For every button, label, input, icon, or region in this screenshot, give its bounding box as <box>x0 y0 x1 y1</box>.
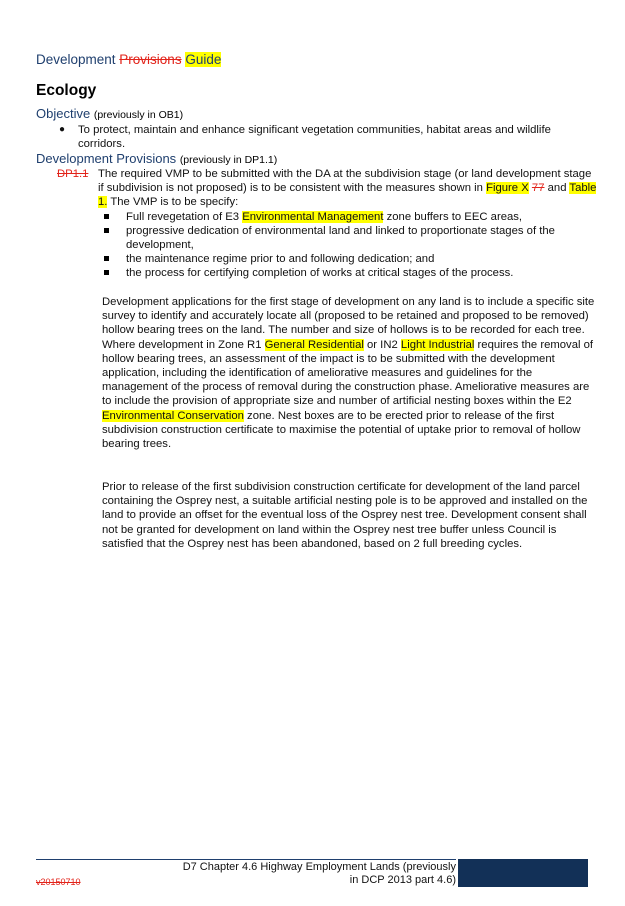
running-header <box>36 52 221 67</box>
provisions-heading <box>36 151 277 166</box>
table-reference: Table 1. <box>98 182 597 208</box>
figure-deleted-number: 77 <box>531 182 545 194</box>
footer-rule <box>36 859 456 860</box>
footer-title-line-2: in DCP 2013 part 4.6) <box>349 874 456 886</box>
osprey-paragraph: Prior to release of the first subdivision construction certificate for development of the land parcel containing the Osprey nest, a suitable artificial nesting pole is to be approved and installed on the land to provide an offset for the eventual loss of the Osprey nest tree. Development consent shall not be granted for development on land within the Osprey nest tree buffer unless Council is satisfied that the Osprey nest has been abandoned, based on 2 full breeding cycles. <box>102 481 588 550</box>
square-bullet-icon <box>104 228 109 233</box>
para-text: or IN2 <box>363 338 401 351</box>
zone-highlight: Light Industrial <box>400 338 475 351</box>
list-item <box>126 252 596 266</box>
para-text: zone. Nest boxes are to be erected prior to release of the first subdivision construction certificate to maximise the potential of uptake prior to removal of hollow bearing trees. <box>102 409 581 451</box>
header-inserted-word: Guide <box>185 52 222 67</box>
objective-heading-text: Objective <box>36 106 91 121</box>
list-item-text-end: zone buffers to EEC areas, <box>383 211 523 223</box>
square-bullet-icon <box>104 256 109 261</box>
bullet-dot-icon: ● <box>59 124 66 135</box>
para-text: Development applications for the first stage of development on any land is to include a specific site survey to identify and accurately locate all (proposed to be retained and proposed to be removed) hollow bearing trees on the land. The number and size of hollows is to be recorded for each tree. Where development in Zone R1 <box>102 296 595 351</box>
list-item-text: the maintenance regime prior to and following dedication; and <box>126 253 435 265</box>
objective-note: (previously in OB1) <box>93 109 184 121</box>
footer-color-block <box>458 859 588 887</box>
figure-reference: Figure X <box>486 182 529 194</box>
footer-title-line-1: D7 Chapter 4.6 Highway Employment Lands (previously <box>182 861 456 873</box>
intro-text-1: The required VMP to be submitted with the DA at the subdivision stage (or land development stage if subdivision is not proposed) is to be consistent with the measures shown in <box>98 168 592 194</box>
objective-bullet: To protect, maintain and enhance significant vegetation communities, habitat areas and wildlife corridors. <box>78 124 551 150</box>
list-item-text: progressive dedication of environmental land and linked to proportionate stages of the development, <box>126 225 555 251</box>
hollow-trees-paragraph <box>102 295 597 451</box>
header-prefix: Development <box>36 52 120 67</box>
square-bullet-icon <box>104 270 109 275</box>
header-deleted-word: Provisions <box>119 52 182 67</box>
footer-title <box>160 861 456 887</box>
list-item <box>126 266 596 280</box>
objective-heading <box>36 106 183 121</box>
list-item-text: Full revegetation of E3 <box>126 211 243 223</box>
provisions-heading-text: Development Provisions <box>36 151 177 166</box>
section-title: Ecology <box>36 82 97 99</box>
intro-and: and <box>547 182 567 194</box>
list-item <box>126 210 596 224</box>
list-item-text: the process for certifying completion of works at critical stages of the process. <box>126 267 514 279</box>
provision-intro <box>98 167 598 209</box>
provisions-note: (previously in DP1.1) <box>179 154 278 166</box>
list-item <box>126 224 596 252</box>
footer-version: v20150710 <box>36 877 81 887</box>
intro-text-2: The VMP is to be specify: <box>110 196 239 208</box>
zone-highlight: General Residential <box>264 338 364 351</box>
square-bullet-icon <box>104 214 109 219</box>
para-text: requires the removal of hollow bearing trees, an assessment of the impact is to be submitted with the development application, including the identification of ameliorative measures and guidelines for the management of the process of removal during the construction phase. Ameliorative measures are to include the provision of appropriate size and number of artificial nesting boxes within the E2 <box>102 338 594 408</box>
provision-number: DP1.1 <box>57 168 89 180</box>
zone-highlight: Environmental Conservation <box>102 409 244 422</box>
list-item-highlight: Environmental Management <box>242 211 384 223</box>
